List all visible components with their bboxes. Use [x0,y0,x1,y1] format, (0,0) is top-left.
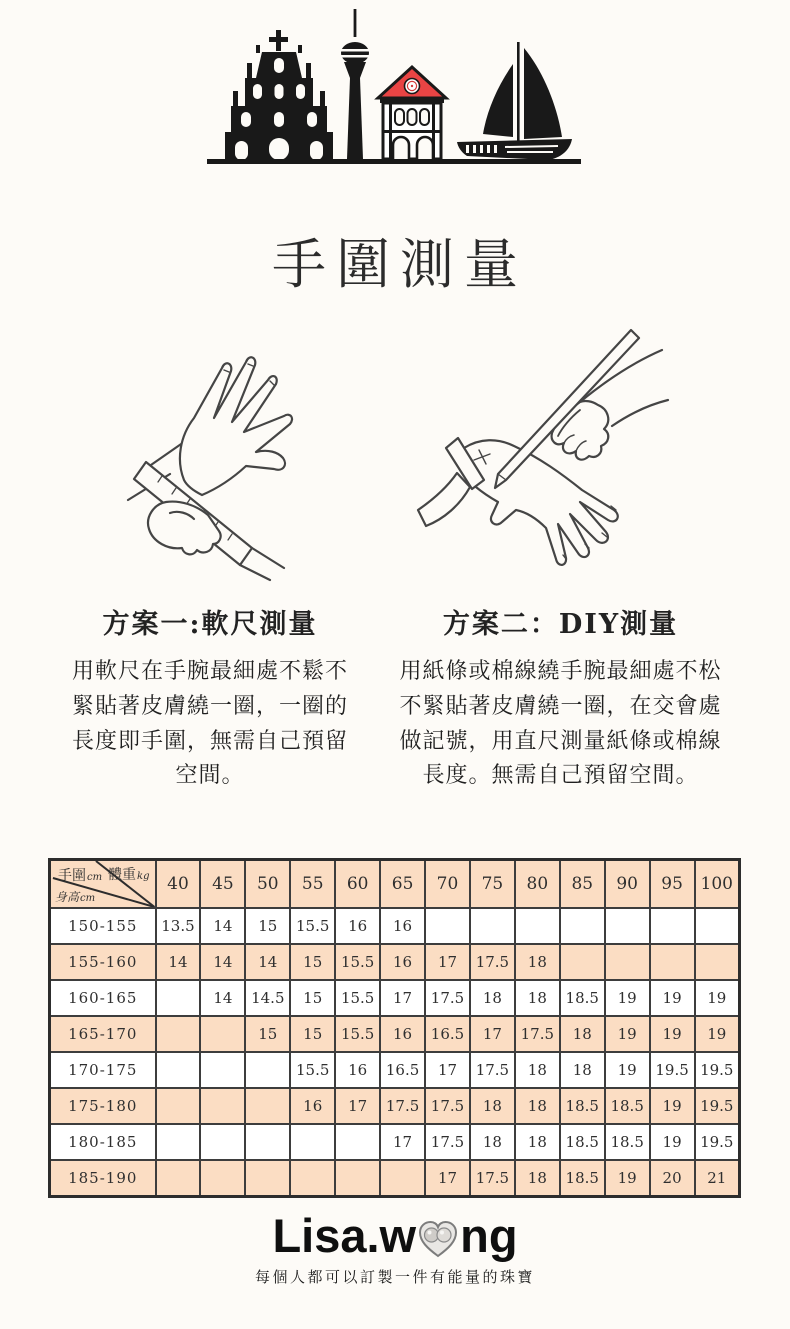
pearl-heart-icon [417,1219,459,1259]
weight-header-cell: 50 [245,860,290,909]
size-value-cell: 15.5 [290,1052,335,1088]
size-value-cell: 17.5 [470,1052,515,1088]
size-value-cell [200,1016,245,1052]
size-value-cell: 17.5 [425,1088,470,1124]
size-value-cell: 18 [560,1052,605,1088]
size-value-cell [245,1160,290,1197]
size-value-cell: 19 [605,1016,650,1052]
brand-suffix: ng [460,1209,518,1262]
size-value-cell: 17.5 [470,1160,515,1197]
size-value-cell: 19.5 [650,1052,695,1088]
size-value-cell [200,1088,245,1124]
height-range-cell: 150-155 [50,908,156,944]
size-value-cell: 18.5 [560,980,605,1016]
size-value-cell: 16.5 [425,1016,470,1052]
size-value-cell: 15 [245,908,290,944]
method-two-section [388,602,733,794]
size-value-cell: 19 [605,980,650,1016]
method-one-section [55,602,365,794]
size-value-cell: 15 [290,944,335,980]
size-value-cell [200,1124,245,1160]
size-value-cell: 15.5 [335,944,380,980]
size-value-cell: 17 [335,1088,380,1124]
size-value-cell: 18 [515,1124,560,1160]
size-value-cell: 17.5 [425,980,470,1016]
size-value-cell: 18.5 [560,1124,605,1160]
size-value-cell: 16.5 [380,1052,425,1088]
size-value-cell: 17 [425,1160,470,1197]
size-value-cell: 17 [470,1016,515,1052]
table-row [50,980,740,1016]
size-value-cell: 18 [470,1088,515,1124]
size-table-wrap [48,858,741,1198]
size-value-cell [560,908,605,944]
size-value-cell [290,1124,335,1160]
size-value-cell: 18.5 [605,1124,650,1160]
corner-height-label: 身高cm [55,890,96,904]
size-value-cell: 18.5 [560,1160,605,1197]
size-value-cell: 16 [290,1088,335,1124]
weight-header-cell: 45 [200,860,245,909]
size-value-cell: 19 [605,1052,650,1088]
table-row [50,1124,740,1160]
size-table [48,858,741,1198]
corner-wrist-label: 手圍cm [58,868,103,884]
page-title: 手圍測量 [272,233,528,296]
corner-weight-label: 體重kg [108,867,150,883]
brand-tagline: 每個人都可以訂製一件有能量的珠寶 [254,1267,535,1286]
size-value-cell [650,944,695,980]
size-value-cell: 14 [245,944,290,980]
size-value-cell [470,908,515,944]
diy-strip-wrist-illustration-icon [400,328,695,586]
size-value-cell: 17.5 [515,1016,560,1052]
size-value-cell: 16 [335,1052,380,1088]
weight-header-cell: 65 [380,860,425,909]
size-value-cell: 15.5 [335,980,380,1016]
size-value-cell [156,1052,201,1088]
size-value-cell: 14 [156,944,201,980]
size-value-cell [156,1088,201,1124]
brand-prefix: Lisa.w [272,1209,417,1262]
height-range-cell: 180-185 [50,1124,156,1160]
method-one-heading: 方案一:軟尺測量 [102,609,318,640]
size-value-cell: 17 [425,1052,470,1088]
table-row [50,1088,740,1124]
size-value-cell: 17.5 [425,1124,470,1160]
weight-header-cell: 40 [156,860,201,909]
size-value-cell: 17 [380,1124,425,1160]
size-value-cell: 15 [245,1016,290,1052]
size-value-cell: 14.5 [245,980,290,1016]
size-value-cell [605,908,650,944]
size-value-cell [605,944,650,980]
size-value-cell: 20 [650,1160,695,1197]
weight-header-cell: 60 [335,860,380,909]
size-value-cell: 15 [290,980,335,1016]
size-value-cell: 18 [470,980,515,1016]
size-value-cell [200,1160,245,1197]
size-value-cell [335,1124,380,1160]
size-value-cell: 15 [290,1016,335,1052]
size-value-cell: 19 [650,1088,695,1124]
size-value-cell: 19.5 [695,1124,740,1160]
size-value-cell: 18.5 [560,1088,605,1124]
height-range-cell: 170-175 [50,1052,156,1088]
brand-logo [272,1210,517,1262]
size-value-cell: 18 [560,1016,605,1052]
height-range-cell: 175-180 [50,1088,156,1124]
footer [0,1210,790,1287]
height-range-cell: 185-190 [50,1160,156,1197]
size-value-cell: 19.5 [695,1052,740,1088]
size-value-cell [245,1124,290,1160]
weight-header-cell: 55 [290,860,335,909]
weight-header-cell: 95 [650,860,695,909]
weight-header-cell: 80 [515,860,560,909]
size-value-cell [650,908,695,944]
size-value-cell: 15.5 [335,1016,380,1052]
size-value-cell [245,1052,290,1088]
size-value-cell: 18 [515,944,560,980]
size-value-cell [560,944,605,980]
size-value-cell: 18 [515,1088,560,1124]
method-two-heading: 方案二：DIY測量 [442,609,679,640]
size-value-cell: 19.5 [695,1088,740,1124]
size-value-cell: 14 [200,908,245,944]
size-value-cell: 17 [425,944,470,980]
size-value-cell: 14 [200,980,245,1016]
method-two-body: 用紙條或棉線繞手腕最細處不松不緊貼著皮膚繞一圈，在交會處做記號，用直尺測量紙條或棉線長度。無需自己預留空間。 [399,659,722,789]
height-range-cell: 160-165 [50,980,156,1016]
weight-header-cell: 100 [695,860,740,909]
size-value-cell [515,908,560,944]
size-value-cell: 19 [650,1124,695,1160]
size-value-cell [156,1124,201,1160]
size-value-cell [200,1052,245,1088]
table-row [50,1052,740,1088]
size-value-cell: 19 [695,980,740,1016]
table-row [50,908,740,944]
size-value-cell: 17.5 [470,944,515,980]
size-value-cell [245,1088,290,1124]
size-value-cell: 14 [200,944,245,980]
size-value-cell: 17.5 [380,1088,425,1124]
size-value-cell: 16 [380,1016,425,1052]
weight-header-cell: 85 [560,860,605,909]
size-value-cell [335,1160,380,1197]
size-value-cell: 16 [335,908,380,944]
height-range-cell: 155-160 [50,944,156,980]
method-one-body: 用軟尺在手腕最細處不鬆不緊貼著皮膚繞一圈，一圈的長度即手圍，無需自己預留空間。 [71,659,348,789]
table-row [50,1016,740,1052]
size-value-cell: 17 [380,980,425,1016]
size-value-cell: 16 [380,908,425,944]
weight-header-row [50,860,740,909]
size-value-cell: 19 [650,1016,695,1052]
size-value-cell [156,980,201,1016]
size-value-cell [695,908,740,944]
macau-skyline-icon [205,6,585,168]
size-value-cell [290,1160,335,1197]
weight-header-cell: 70 [425,860,470,909]
size-value-cell [156,1016,201,1052]
table-corner-cell [50,860,156,909]
tape-measure-wrist-illustration-icon [100,328,395,586]
size-value-cell: 15.5 [290,908,335,944]
table-row [50,1160,740,1197]
size-value-cell [156,1160,201,1197]
size-value-cell [425,908,470,944]
size-value-cell [695,944,740,980]
size-value-cell: 18 [515,1052,560,1088]
size-value-cell: 18 [470,1124,515,1160]
size-value-cell: 19 [605,1160,650,1197]
weight-header-cell: 90 [605,860,650,909]
height-range-cell: 165-170 [50,1016,156,1052]
table-row [50,944,740,980]
size-value-cell: 18 [515,980,560,1016]
weight-header-cell: 75 [470,860,515,909]
size-value-cell: 21 [695,1160,740,1197]
size-value-cell [380,1160,425,1197]
size-value-cell: 13.5 [156,908,201,944]
size-value-cell: 16 [380,944,425,980]
size-value-cell: 19 [695,1016,740,1052]
size-value-cell: 18.5 [605,1088,650,1124]
size-value-cell: 18 [515,1160,560,1197]
size-value-cell: 19 [650,980,695,1016]
